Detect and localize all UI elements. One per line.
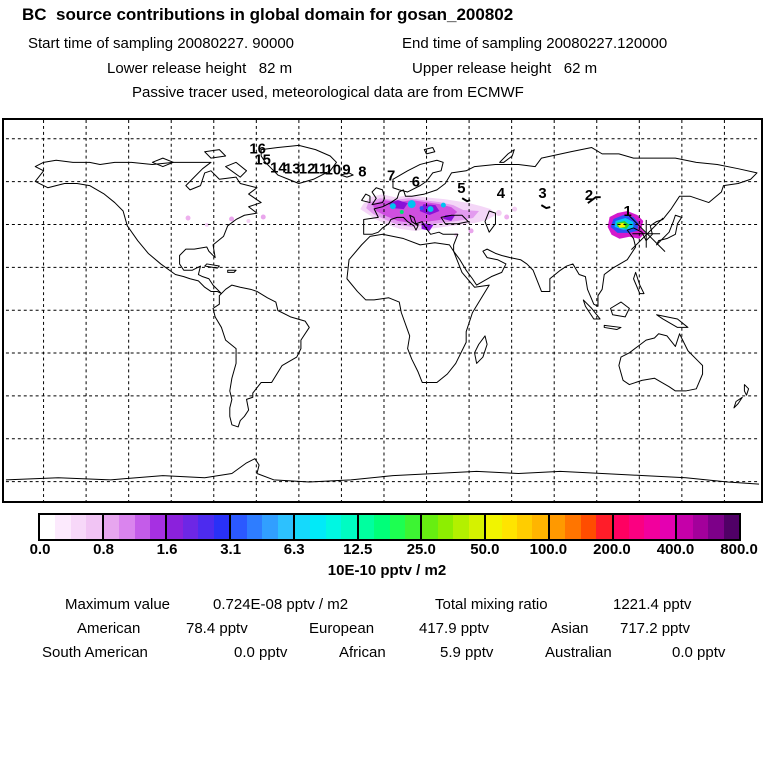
world-map xyxy=(2,118,763,503)
region-australian-value: 0.0 pptv xyxy=(672,644,726,661)
colorbar-cell xyxy=(486,515,501,539)
trajectory-day-14: 14 xyxy=(270,160,287,177)
colorbar-cell xyxy=(71,515,86,539)
colorbar-cell xyxy=(708,515,723,539)
start-time-text: Start time of sampling 20080227. 90000 xyxy=(28,35,295,52)
colorbar-cell xyxy=(390,515,405,539)
end-time-text: End time of sampling 20080227.120000 xyxy=(402,35,668,52)
colorbar-segment xyxy=(40,515,104,539)
trajectory-day-8: 8 xyxy=(358,164,367,181)
colorbar-cell xyxy=(581,515,596,539)
trajectory-day-3: 3 xyxy=(538,186,547,203)
coast-java xyxy=(604,325,621,329)
colorbar-cell xyxy=(214,515,229,539)
colorbar-cell xyxy=(596,515,611,539)
trajectory-day-12: 12 xyxy=(298,161,316,178)
trajectory-day-15: 15 xyxy=(254,152,271,169)
trajectory-day-4: 4 xyxy=(496,186,506,203)
colorbar-cell xyxy=(724,515,739,539)
colorbar-cell xyxy=(359,515,374,539)
trajectory-day-7: 7 xyxy=(386,168,396,185)
trajectory-day-16: 16 xyxy=(249,141,266,158)
colorbar-cell xyxy=(565,515,580,539)
colorbar-cell xyxy=(453,515,468,539)
trajectory-day-2: 2 xyxy=(584,188,594,205)
colorbar-cell xyxy=(278,515,293,539)
colorbar-cell xyxy=(422,515,437,539)
colorbar-cell xyxy=(469,515,484,539)
coast-africa xyxy=(347,234,489,382)
colorbar-cell xyxy=(341,515,356,539)
coast-japan xyxy=(657,215,682,245)
coast-north-america xyxy=(35,160,261,293)
coast-new-guinea xyxy=(657,315,688,328)
colorbar-cell xyxy=(55,515,70,539)
trajectory-mark xyxy=(541,205,550,208)
colorbar-segment xyxy=(422,515,486,539)
colorbar-cell xyxy=(262,515,277,539)
plume-speck xyxy=(229,216,234,221)
plume-speck xyxy=(261,215,266,220)
coast-madagascar xyxy=(475,336,488,364)
tracer-note-text: Passive tracer used, meteorological data are from ECMWF xyxy=(132,84,524,101)
region-american-value: 78.4 pptv xyxy=(186,620,248,637)
colorbar-segment xyxy=(231,515,295,539)
region-south-american-label: South American xyxy=(42,644,148,661)
colorbar-segment xyxy=(295,515,359,539)
colorbar-cell xyxy=(86,515,101,539)
colorbar-tick-label: 50.0 xyxy=(470,541,500,558)
colorbar-tick-label: 12.5 xyxy=(343,541,373,558)
colorbar-cell xyxy=(119,515,134,539)
plume-speck xyxy=(441,203,446,208)
colorbar-cell xyxy=(693,515,708,539)
plume-speck xyxy=(408,200,416,208)
plume-speck xyxy=(504,215,509,220)
region-american-label: American xyxy=(77,620,141,637)
colorbar-tick-label: 200.0 xyxy=(593,541,631,558)
coast-south-america xyxy=(213,285,309,427)
colorbar-segment xyxy=(167,515,231,539)
colorbar-cell xyxy=(40,515,55,539)
colorbar-tick-label: 1.6 xyxy=(156,541,178,558)
colorbar-cell xyxy=(405,515,420,539)
colorbar-cell xyxy=(629,515,644,539)
trajectory-day-13: 13 xyxy=(284,161,301,178)
coast-australia xyxy=(619,334,703,391)
graticule-grid xyxy=(6,120,759,501)
trajectory-day-5: 5 xyxy=(457,181,466,198)
plume-speck xyxy=(496,210,502,216)
plume-speck xyxy=(512,207,517,212)
colorbar-cell xyxy=(326,515,341,539)
colorbar-cell xyxy=(502,515,517,539)
colorbar-cell xyxy=(644,515,659,539)
colorbar-cell xyxy=(517,515,532,539)
trajectory-tick-marks xyxy=(462,197,601,208)
colorbar-cell xyxy=(104,515,119,539)
colorbar-tick-labels xyxy=(0,541,768,559)
page-title: BC source contributions in global domain for gosan_200802 xyxy=(22,5,514,24)
region-australian-label: Australian xyxy=(545,644,612,661)
colorbar-cell xyxy=(438,515,453,539)
region-european-label: European xyxy=(309,620,375,637)
coast-new-zealand xyxy=(734,385,749,408)
trajectory-day-11: 11 xyxy=(311,161,328,178)
colorbar-segment xyxy=(677,515,739,539)
colorbar-cell xyxy=(135,515,150,539)
trajectory-day-9: 9 xyxy=(342,162,351,179)
colorbar-cell xyxy=(198,515,213,539)
colorbar-segment xyxy=(104,515,168,539)
colorbar-cell xyxy=(310,515,325,539)
receptor-star-marker xyxy=(629,216,665,252)
total-mixing-number: 1221.4 pptv xyxy=(613,596,692,613)
colorbar-cell xyxy=(150,515,165,539)
colorbar-tick-label: 100.0 xyxy=(529,541,568,558)
colorbar-segment xyxy=(550,515,614,539)
region-african-value: 5.9 pptv xyxy=(440,644,494,661)
stats-row-regions-2 xyxy=(0,644,768,661)
coast-cuba xyxy=(205,264,236,272)
colorbar-cell xyxy=(247,515,262,539)
trajectory-day-1: 1 xyxy=(623,203,632,220)
colorbar-tick-label: 0.8 xyxy=(93,541,114,558)
colorbar-cell xyxy=(614,515,629,539)
colorbar-cell xyxy=(183,515,198,539)
world-map-canvas xyxy=(4,120,761,501)
colorbar-tick-label: 800.0 xyxy=(720,541,758,558)
colorbar-cell xyxy=(295,515,310,539)
region-asian-label: Asian xyxy=(551,620,589,637)
plume-speck xyxy=(400,210,404,214)
colorbar-segment xyxy=(614,515,678,539)
trajectory-day-6: 6 xyxy=(411,174,420,191)
lower-release-text: Lower release height 82 m xyxy=(107,60,293,77)
colorbar-cell xyxy=(677,515,692,539)
coast-antarctica xyxy=(6,459,759,484)
colorbar-cell xyxy=(231,515,246,539)
colorbar-segment xyxy=(486,515,550,539)
max-value-number: 0.724E-08 pptv / m2 xyxy=(213,596,349,613)
colorbar-cell xyxy=(374,515,389,539)
colorbar-cell xyxy=(532,515,547,539)
region-south-american-value: 0.0 pptv xyxy=(234,644,288,661)
plume-speck xyxy=(186,215,191,220)
stats-row-max xyxy=(0,596,768,613)
max-value-label: Maximum value xyxy=(65,596,171,613)
colorbar-tick-label: 400.0 xyxy=(656,541,695,558)
colorbar-cell xyxy=(660,515,675,539)
plume-speck xyxy=(246,219,250,223)
total-mixing-label: Total mixing ratio xyxy=(435,596,548,613)
stats-row-regions-1 xyxy=(0,620,768,637)
colorbar-tick-label: 25.0 xyxy=(406,541,436,558)
colorbar-cell xyxy=(167,515,182,539)
coast-borneo xyxy=(611,302,630,317)
colorbar xyxy=(38,513,741,541)
plume-speck xyxy=(390,203,396,209)
concentration-plume-layer xyxy=(186,194,646,239)
coast-philippines xyxy=(634,272,644,293)
region-african-label: African xyxy=(339,644,386,661)
region-asian-value: 717.2 pptv xyxy=(620,620,691,637)
colorbar-tick-label: 3.1 xyxy=(220,541,242,558)
colorbar-units-label: 10E-10 pptv / m2 xyxy=(327,562,447,579)
colorbar-cell xyxy=(550,515,565,539)
colorbar-segment xyxy=(359,515,423,539)
region-european-value: 417.9 pptv xyxy=(419,620,490,637)
upper-release-text: Upper release height 62 m xyxy=(412,60,598,77)
plume-speck xyxy=(420,206,424,210)
trajectory-day-10: 10 xyxy=(324,162,342,179)
colorbar-tick-label: 0.0 xyxy=(29,541,51,558)
colorbar-tick-label: 6.3 xyxy=(283,541,305,558)
plume-speck xyxy=(428,206,434,212)
